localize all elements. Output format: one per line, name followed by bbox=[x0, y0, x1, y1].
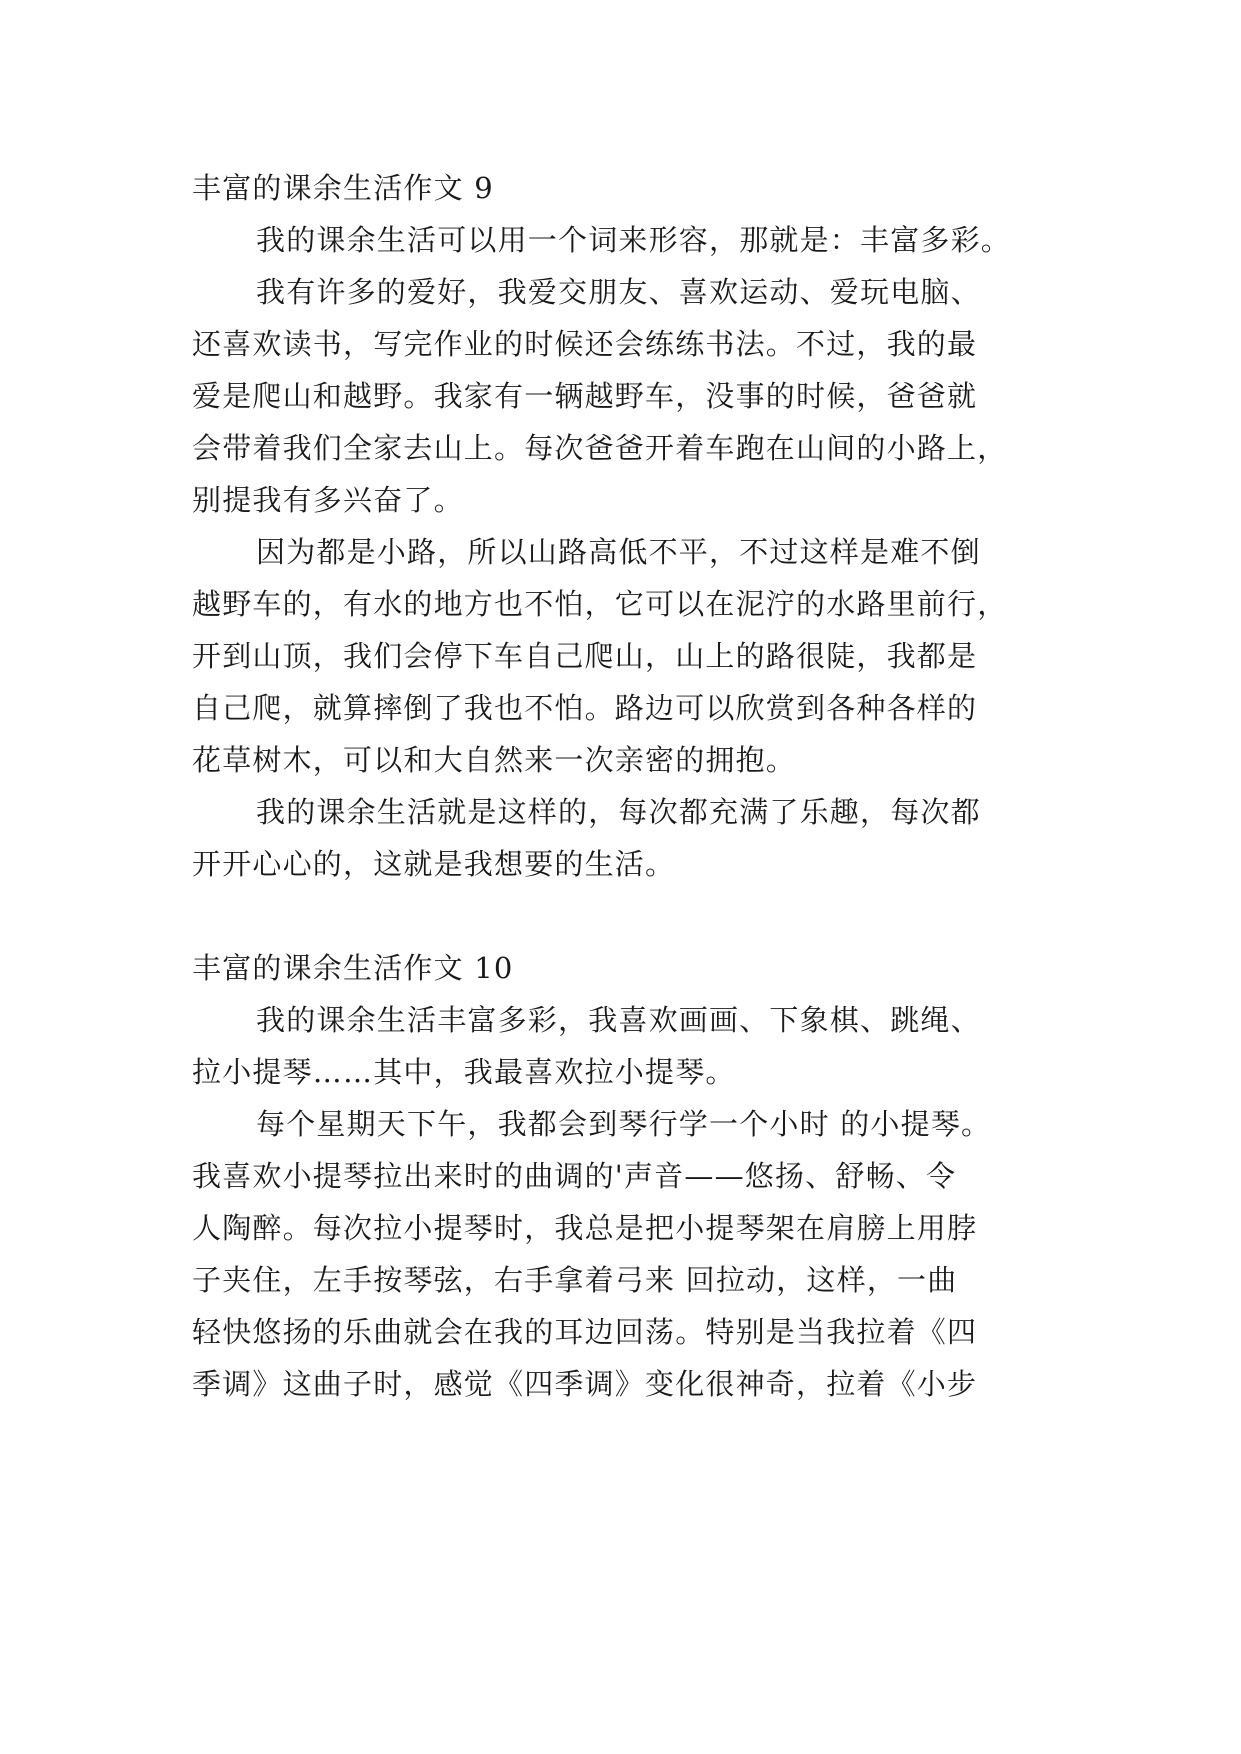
essay-10-line: 拉小提琴……其中，我最喜欢拉小提琴。 bbox=[192, 1055, 736, 1089]
essay-9-line: 我有许多的爱好，我爱交朋友、喜欢运动、爱玩电脑、 bbox=[256, 275, 981, 309]
essay-9-line: 开开心心的，这就是我想要的生活。 bbox=[192, 847, 676, 881]
essay-10-line: 轻快悠扬的乐曲就会在我的耳边回荡。特别是当我拉着《四 bbox=[192, 1315, 978, 1349]
essay-10-line: 季调》这曲子时，感觉《四季调》变化很神奇，拉着《小步 bbox=[192, 1367, 978, 1401]
essay-9-line: 我的课余生活可以用一个词来形容，那就是：丰富多彩。 bbox=[256, 223, 1012, 257]
essay-9-line: 别提我有多兴奋了。 bbox=[192, 483, 464, 517]
essay-10-line: 每个星期天下午，我都会到琴行学一个小时 的小提琴。 bbox=[256, 1107, 992, 1141]
essay-10-line: 我的课余生活丰富多彩，我喜欢画画、下象棋、跳绳、 bbox=[256, 1003, 981, 1037]
essay-9-line: 花草树木，可以和大自然来一次亲密的拥抱。 bbox=[192, 743, 797, 777]
essay-9-line: 因为都是小路，所以山路高低不平，不过这样是难不倒 bbox=[256, 535, 981, 569]
essay-10-line: 人陶醉。每次拉小提琴时，我总是把小提琴架在肩膀上用脖 bbox=[192, 1211, 978, 1245]
essay-9-line: 还喜欢读书，写完作业的时候还会练练书法。不过，我的最 bbox=[192, 327, 978, 361]
essay-9-line: 我的课余生活就是这样的，每次都充满了乐趣，每次都 bbox=[256, 795, 981, 829]
essay-9-line: 自己爬，就算摔倒了我也不怕。路边可以欣赏到各种各样的 bbox=[192, 691, 978, 725]
essay-10-title: 丰富的课余生活作文 10 bbox=[192, 951, 514, 985]
essay-9-line: 会带着我们全家去山上。每次爸爸开着车跑在山间的小路上， bbox=[192, 431, 1008, 465]
essay-9-line: 开到山顶，我们会停下车自己爬山，山上的路很陡，我都是 bbox=[192, 639, 978, 673]
essay-9-line: 越野车的，有水的地方也不怕，它可以在泥泞的水路里前行， bbox=[192, 587, 1008, 621]
essay-9-title: 丰富的课余生活作文 9 bbox=[192, 171, 494, 205]
essay-9-line: 爱是爬山和越野。我家有一辆越野车，没事的时候，爸爸就 bbox=[192, 379, 978, 413]
essay-10-line: 我喜欢小提琴拉出来时的曲调的'声音——悠扬、舒畅、令 bbox=[192, 1159, 957, 1193]
essay-10-line: 子夹住，左手按琴弦，右手拿着弓来 回拉动，这样，一曲 bbox=[192, 1263, 958, 1297]
